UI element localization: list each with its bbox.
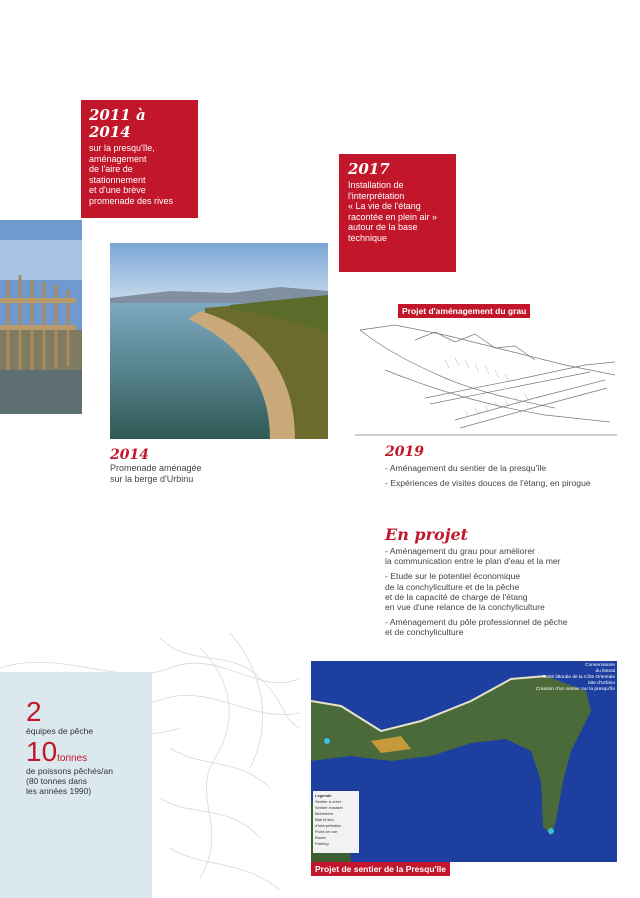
stat-tonnes-label: de poissons pêchés/an (80 tonnes dans les années 1990) xyxy=(26,766,113,796)
milestone-2017-box xyxy=(339,154,456,272)
map-header: Unité littorale de la Côte Orientale Site d'Urbinu Création d'un sentier sur la presqu'île xyxy=(535,675,615,692)
stat-tonnes-number: 10 xyxy=(26,736,58,767)
year-2019-title: 2019 xyxy=(385,444,424,460)
list-item: - Expériences de visites douces de l'étang, en pirogue xyxy=(385,478,591,489)
stats-panel xyxy=(0,672,152,898)
legend-item: Point de vue xyxy=(315,829,338,834)
projects-title: En projet xyxy=(385,525,469,544)
projects-block xyxy=(385,525,635,643)
list-item: - Aménagement du pôle professionnel de pêche et de conchyliculture xyxy=(385,617,568,638)
year-2019-list xyxy=(385,463,635,488)
legend-item: Route xyxy=(315,835,326,840)
stat-tonnes xyxy=(26,738,150,796)
stat-teams-label: équipes de pêche xyxy=(26,726,94,736)
stat-teams xyxy=(26,698,146,736)
grau-label: Projet d'aménagement du grau xyxy=(398,304,530,318)
photo-2014-caption-block xyxy=(110,447,270,484)
wooden-structure-photo xyxy=(0,220,82,414)
milestone-2011-text: sur la presqu'île, aménagement de l'aire de stationnement et d'une brève promenade des rives xyxy=(89,143,174,206)
projects-list xyxy=(385,546,635,638)
milestone-2017-year: 2017 xyxy=(348,160,390,178)
stat-tonnes-unit: tonnes xyxy=(57,753,88,764)
photo-2014-caption: Promenade aménagée sur la berge d'Urbinu xyxy=(110,463,202,484)
map-legend-title: Légende xyxy=(315,793,332,798)
photo-2014-year: 2014 xyxy=(110,447,149,463)
milestone-2011-box xyxy=(81,100,198,218)
trail-map xyxy=(311,661,617,862)
boardwalk-photo xyxy=(110,243,328,439)
milestone-2017-text: Installation de l'interprétation « La vie de l'étang racontée en plein air » autour de la base technique xyxy=(348,180,438,243)
list-item: - Aménagement du sentier de la presqu'île xyxy=(385,463,547,473)
stat-teams-number: 2 xyxy=(26,696,42,727)
legend-item: Sentier à créer xyxy=(315,799,342,804)
legend-item: Sentier existant xyxy=(315,805,343,810)
year-2019-block xyxy=(385,444,635,493)
map-caption: Projet de sentier de la Presqu'île xyxy=(311,862,450,876)
map-logo: Conservatoire du littoral xyxy=(585,663,615,674)
legend-item: Bâti et lieu d'interprétation xyxy=(315,817,342,828)
grau-sketch xyxy=(355,320,617,440)
legend-item: Belvédère xyxy=(315,811,334,816)
list-item: - Etude sur le potentiel économique de la conchyliculture et de la pêche et de la capacité de charge de l'étang en vue d'une relance de la conchyliculture xyxy=(385,571,545,613)
list-item: - Aménagement du grau pour améliorer la communication entre le plan d'eau et la mer xyxy=(385,546,561,567)
milestone-2011-year: 2011 à 2014 xyxy=(89,106,146,141)
legend-item: Parking xyxy=(315,841,329,846)
map-legend xyxy=(315,793,359,847)
